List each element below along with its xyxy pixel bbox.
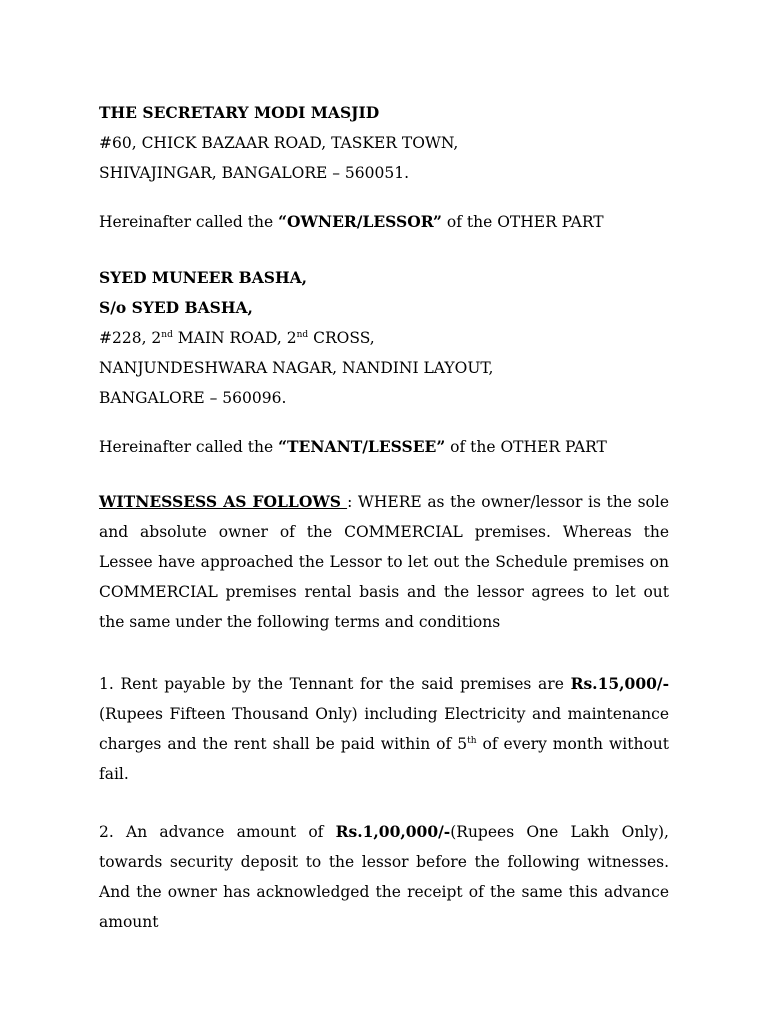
owner-called-prefix: Hereinafter called the <box>99 213 279 231</box>
owner-block <box>99 98 669 188</box>
witness-heading: WITNESSESS AS FOLLOWS <box>99 492 348 511</box>
tenant-called-line <box>99 432 669 462</box>
tenant-called-prefix: Hereinafter called the <box>99 438 279 456</box>
owner-name <box>99 98 669 128</box>
tenant-called-text <box>99 432 669 462</box>
tenant-parent <box>99 293 669 323</box>
owner-called-text <box>99 207 669 237</box>
owner-address-line1: #60, CHICK BAZAAR ROAD, TASKER TOWN, <box>99 134 459 152</box>
tenant-name-text: SYED MUNEER BASHA, <box>99 268 308 287</box>
clause1-text-c: of every month without fail. <box>99 735 669 783</box>
tenant-called-suffix: of the OTHER PART <box>445 438 607 456</box>
clause1-sup: th <box>467 736 477 746</box>
tenant-addr-b: MAIN ROAD, 2 <box>172 329 297 347</box>
clause1-text-b: (Rupees Fifteen Thousand Only) including Electricity and maintenance charges and the rent shall be paid within of 5 <box>99 705 669 753</box>
tenant-addr-sup2: nd <box>296 330 309 340</box>
tenant-addr-a: #228, 2 <box>99 329 162 347</box>
tenant-address-line2: NANJUNDESHWARA NAGAR, NANDINI LAYOUT, <box>99 359 494 377</box>
clause2-text-b: (Rupees One Lakh Only), towards security deposit to the lessor before the following witnesses. And the owner has acknowledged the receipt of the same this advance amount <box>99 823 669 931</box>
tenant-name <box>99 263 669 293</box>
tenant-address-line3: BANGALORE – 560096. <box>99 389 287 407</box>
clause1-text-a: 1. Rent payable by the Tennant for the said premises are <box>99 675 571 693</box>
clause2-text-a: 2. An advance amount of <box>99 823 336 841</box>
tenant-role: “TENANT/LESSEE” <box>278 437 446 456</box>
tenant-block <box>99 263 669 413</box>
tenant-addr-sup1: nd <box>161 330 173 340</box>
owner-role: “OWNER/LESSOR” <box>278 212 442 231</box>
owner-called-suffix: of the OTHER PART <box>441 213 604 231</box>
owner-name-text: THE SECRETARY MODI MASJID <box>99 103 380 122</box>
tenant-addr-c: CROSS, <box>308 329 375 347</box>
owner-called-line <box>99 207 669 237</box>
witness-paragraph <box>99 487 669 637</box>
owner-address-line2: SHIVAJINGAR, BANGALORE – 560051. <box>99 164 409 182</box>
clause1-amount: Rs.15,000/- <box>570 674 669 693</box>
tenant-address-line1 <box>99 323 669 353</box>
clause-1 <box>99 669 669 789</box>
clause2-amount: Rs.1,00,000/- <box>335 822 451 841</box>
clause-2 <box>99 817 669 937</box>
witness-text: : WHERE as the owner/lessor is the sole and absolute owner of the COMMERCIAL premises. Whereas the Lessee have approached the Lessor to let out the Schedule premises on COMMERCIAL premises rental basis and the lessor agrees to let out the same under the following terms and conditions <box>99 493 670 631</box>
tenant-parent-text: S/o SYED BASHA, <box>99 298 253 317</box>
